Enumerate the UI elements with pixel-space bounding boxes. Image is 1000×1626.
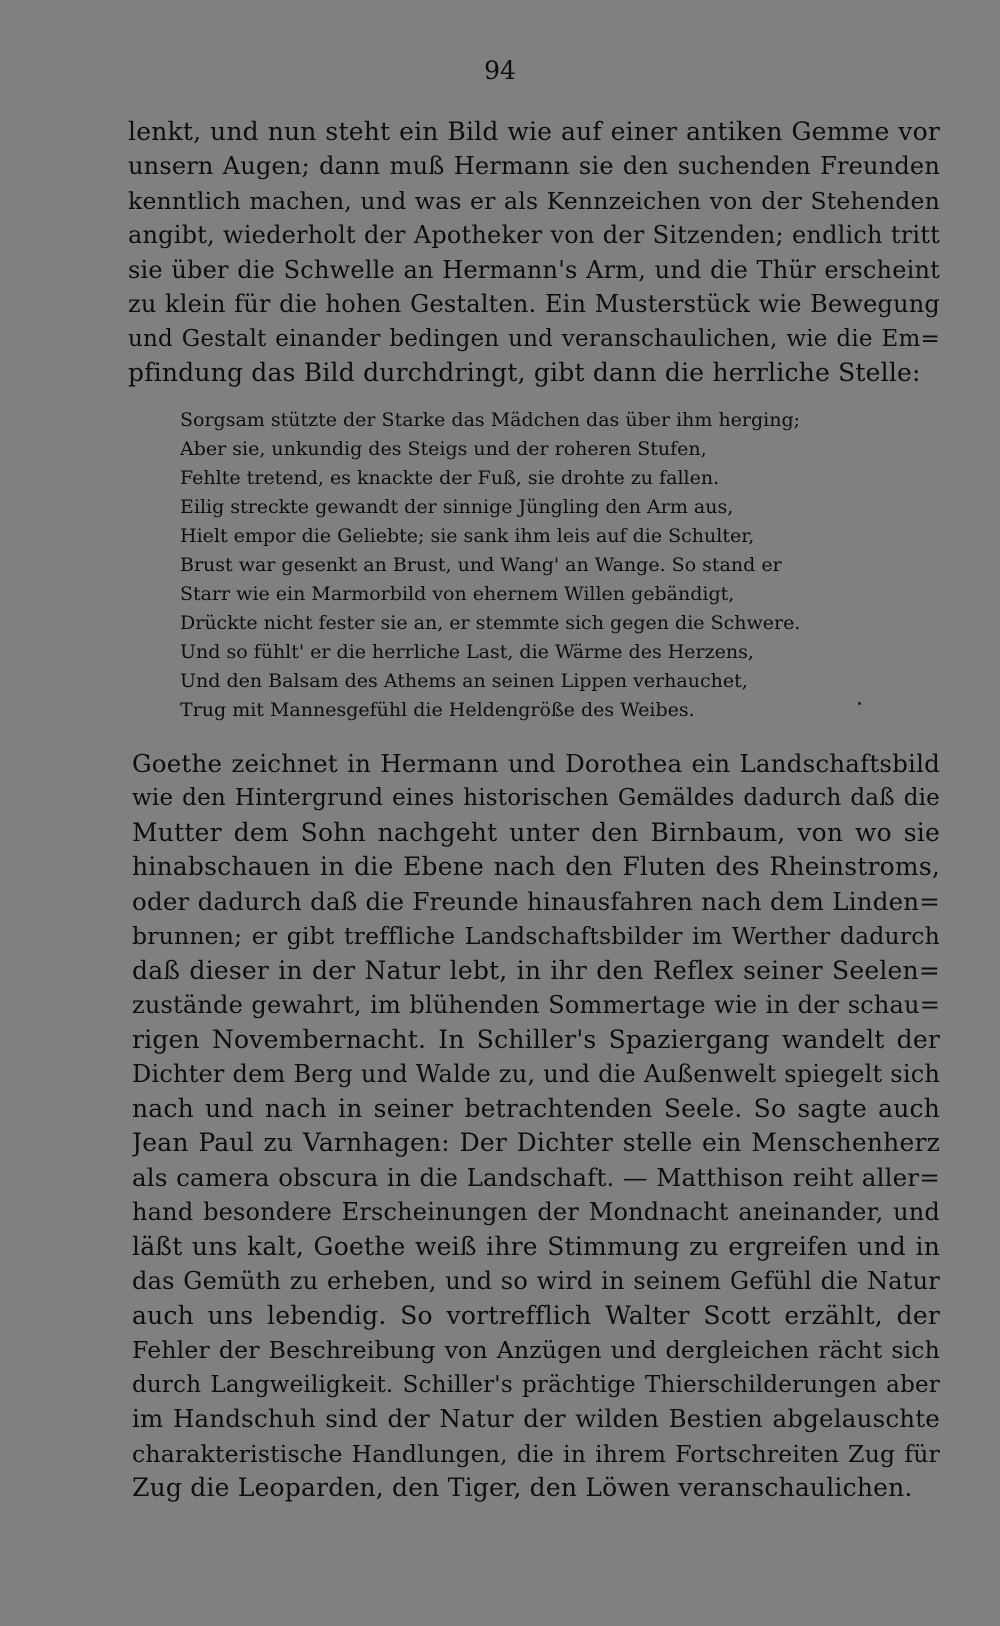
- text-line: daß dieser in der Natur lebt, in ihr den Reflex seiner Seelen=: [132, 956, 940, 985]
- text-line: charakteristische Handlungen, die in ihrem Fortschreiten Zug für: [132, 1440, 940, 1468]
- text-line: Dichter dem Berg und Walde zu, und die Außenwelt spiegelt sich: [132, 1060, 940, 1088]
- verse-line: Fehlte tretend, es knackte der Fuß, sie drohte zu fallen.: [180, 467, 720, 489]
- text-line: hinabschauen in die Ebene nach den Fluten des Rheinstroms,: [132, 852, 940, 881]
- verse-line: Drückte nicht fester sie an, er stemmte sich gegen die Schwere.: [180, 612, 801, 634]
- text-line: das Gemüth zu erheben, und so wird in seinem Gefühl die Natur: [132, 1267, 940, 1295]
- text-line: läßt uns kalt, Goethe weiß ihre Stimmung zu ergreifen und in: [132, 1232, 940, 1261]
- verse-line: Starr wie ein Marmorbild von ehernem Willen gebändigt,: [180, 583, 735, 605]
- text-line: im Handschuh sind der Natur der wilden Bestien abgelauschte: [132, 1404, 940, 1433]
- text-line: pfindung das Bild durchdringt, gibt dann die herrliche Stelle:: [128, 358, 921, 387]
- print-speck: [858, 702, 861, 705]
- verse-line: Brust war gesenkt an Brust, und Wang' an Wange. So stand er: [180, 554, 782, 576]
- text-line: angibt, wiederholt der Apotheker von der Sitzenden; endlich tritt: [128, 221, 940, 249]
- verse-line: Und den Balsam des Athems an seinen Lippen verhauchet,: [180, 670, 748, 692]
- verse-line: Hielt empor die Geliebte; sie sank ihm leis auf die Schulter,: [180, 525, 755, 547]
- text-line: sie über die Schwelle an Hermann's Arm, und die Thür erscheint: [128, 256, 940, 284]
- text-line: nach und nach in seiner betrachtenden Seele. So sagte auch: [132, 1094, 940, 1123]
- text-line: Fehler der Beschreibung von Anzügen und dergleichen rächt sich: [132, 1336, 940, 1364]
- text-line: Zug die Leoparden, den Tiger, den Löwen veranschaulichen.: [132, 1473, 913, 1502]
- text-line: rigen Novembernacht. In Schiller's Spaziergang wandelt der: [132, 1025, 940, 1054]
- text-line: zu klein für die hohen Gestalten. Ein Musterstück wie Bewegung: [128, 290, 940, 318]
- verse-line: Trug mit Mannesgefühl die Heldengröße des Weibes.: [180, 699, 695, 721]
- verse-line: Sorgsam stützte der Starke das Mädchen das über ihm herging;: [180, 409, 801, 431]
- text-line: kenntlich machen, und was er als Kennzeichen von der Stehenden: [128, 187, 940, 215]
- text-line: unsern Augen; dann muß Hermann sie den suchenden Freunden: [128, 152, 940, 180]
- verse-line: Und so fühlt' er die herrliche Last, die Wärme des Herzens,: [180, 641, 754, 663]
- text-line: durch Langweiligkeit. Schiller's prächtige Thierschilderungen aber: [132, 1372, 940, 1398]
- text-line: Mutter dem Sohn nachgeht unter den Birnbaum, von wo sie: [132, 818, 940, 847]
- verse-line: Eilig streckte gewandt der sinnige Jüngling den Arm aus,: [180, 496, 734, 518]
- text-line: lenkt, und nun steht ein Bild wie auf einer antiken Gemme vor: [128, 117, 940, 146]
- text-line: und Gestalt einander bedingen und veranschaulichen, wie die Em=: [128, 326, 940, 352]
- text-line: brunnen; er gibt treffliche Landschaftsbilder im Werther dadurch: [132, 922, 940, 950]
- text-line: wie den Hintergrund eines historischen Gemäldes dadurch daß die: [132, 785, 940, 811]
- text-line: oder dadurch daß die Freunde hinausfahren nach dem Linden=: [132, 887, 940, 916]
- text-line: hand besondere Erscheinungen der Mondnacht aneinander, und: [132, 1198, 940, 1226]
- text-line: Goethe zeichnet in Hermann und Dorothea ein Landschaftsbild: [132, 749, 940, 778]
- text-line: zustände gewahrt, im blühenden Sommertage wie in der schau=: [132, 991, 940, 1019]
- page-number: 94: [484, 56, 516, 85]
- text-line: Jean Paul zu Varnhagen: Der Dichter stelle ein Menschenherz: [132, 1128, 940, 1157]
- text-line: als camera obscura in die Landschaft. — Matthison reiht aller=: [132, 1163, 940, 1192]
- verse-line: Aber sie, unkundig des Steigs und der roheren Stufen,: [180, 438, 707, 460]
- text-line: auch uns lebendig. So vortrefflich Walter Scott erzählt, der: [132, 1301, 940, 1330]
